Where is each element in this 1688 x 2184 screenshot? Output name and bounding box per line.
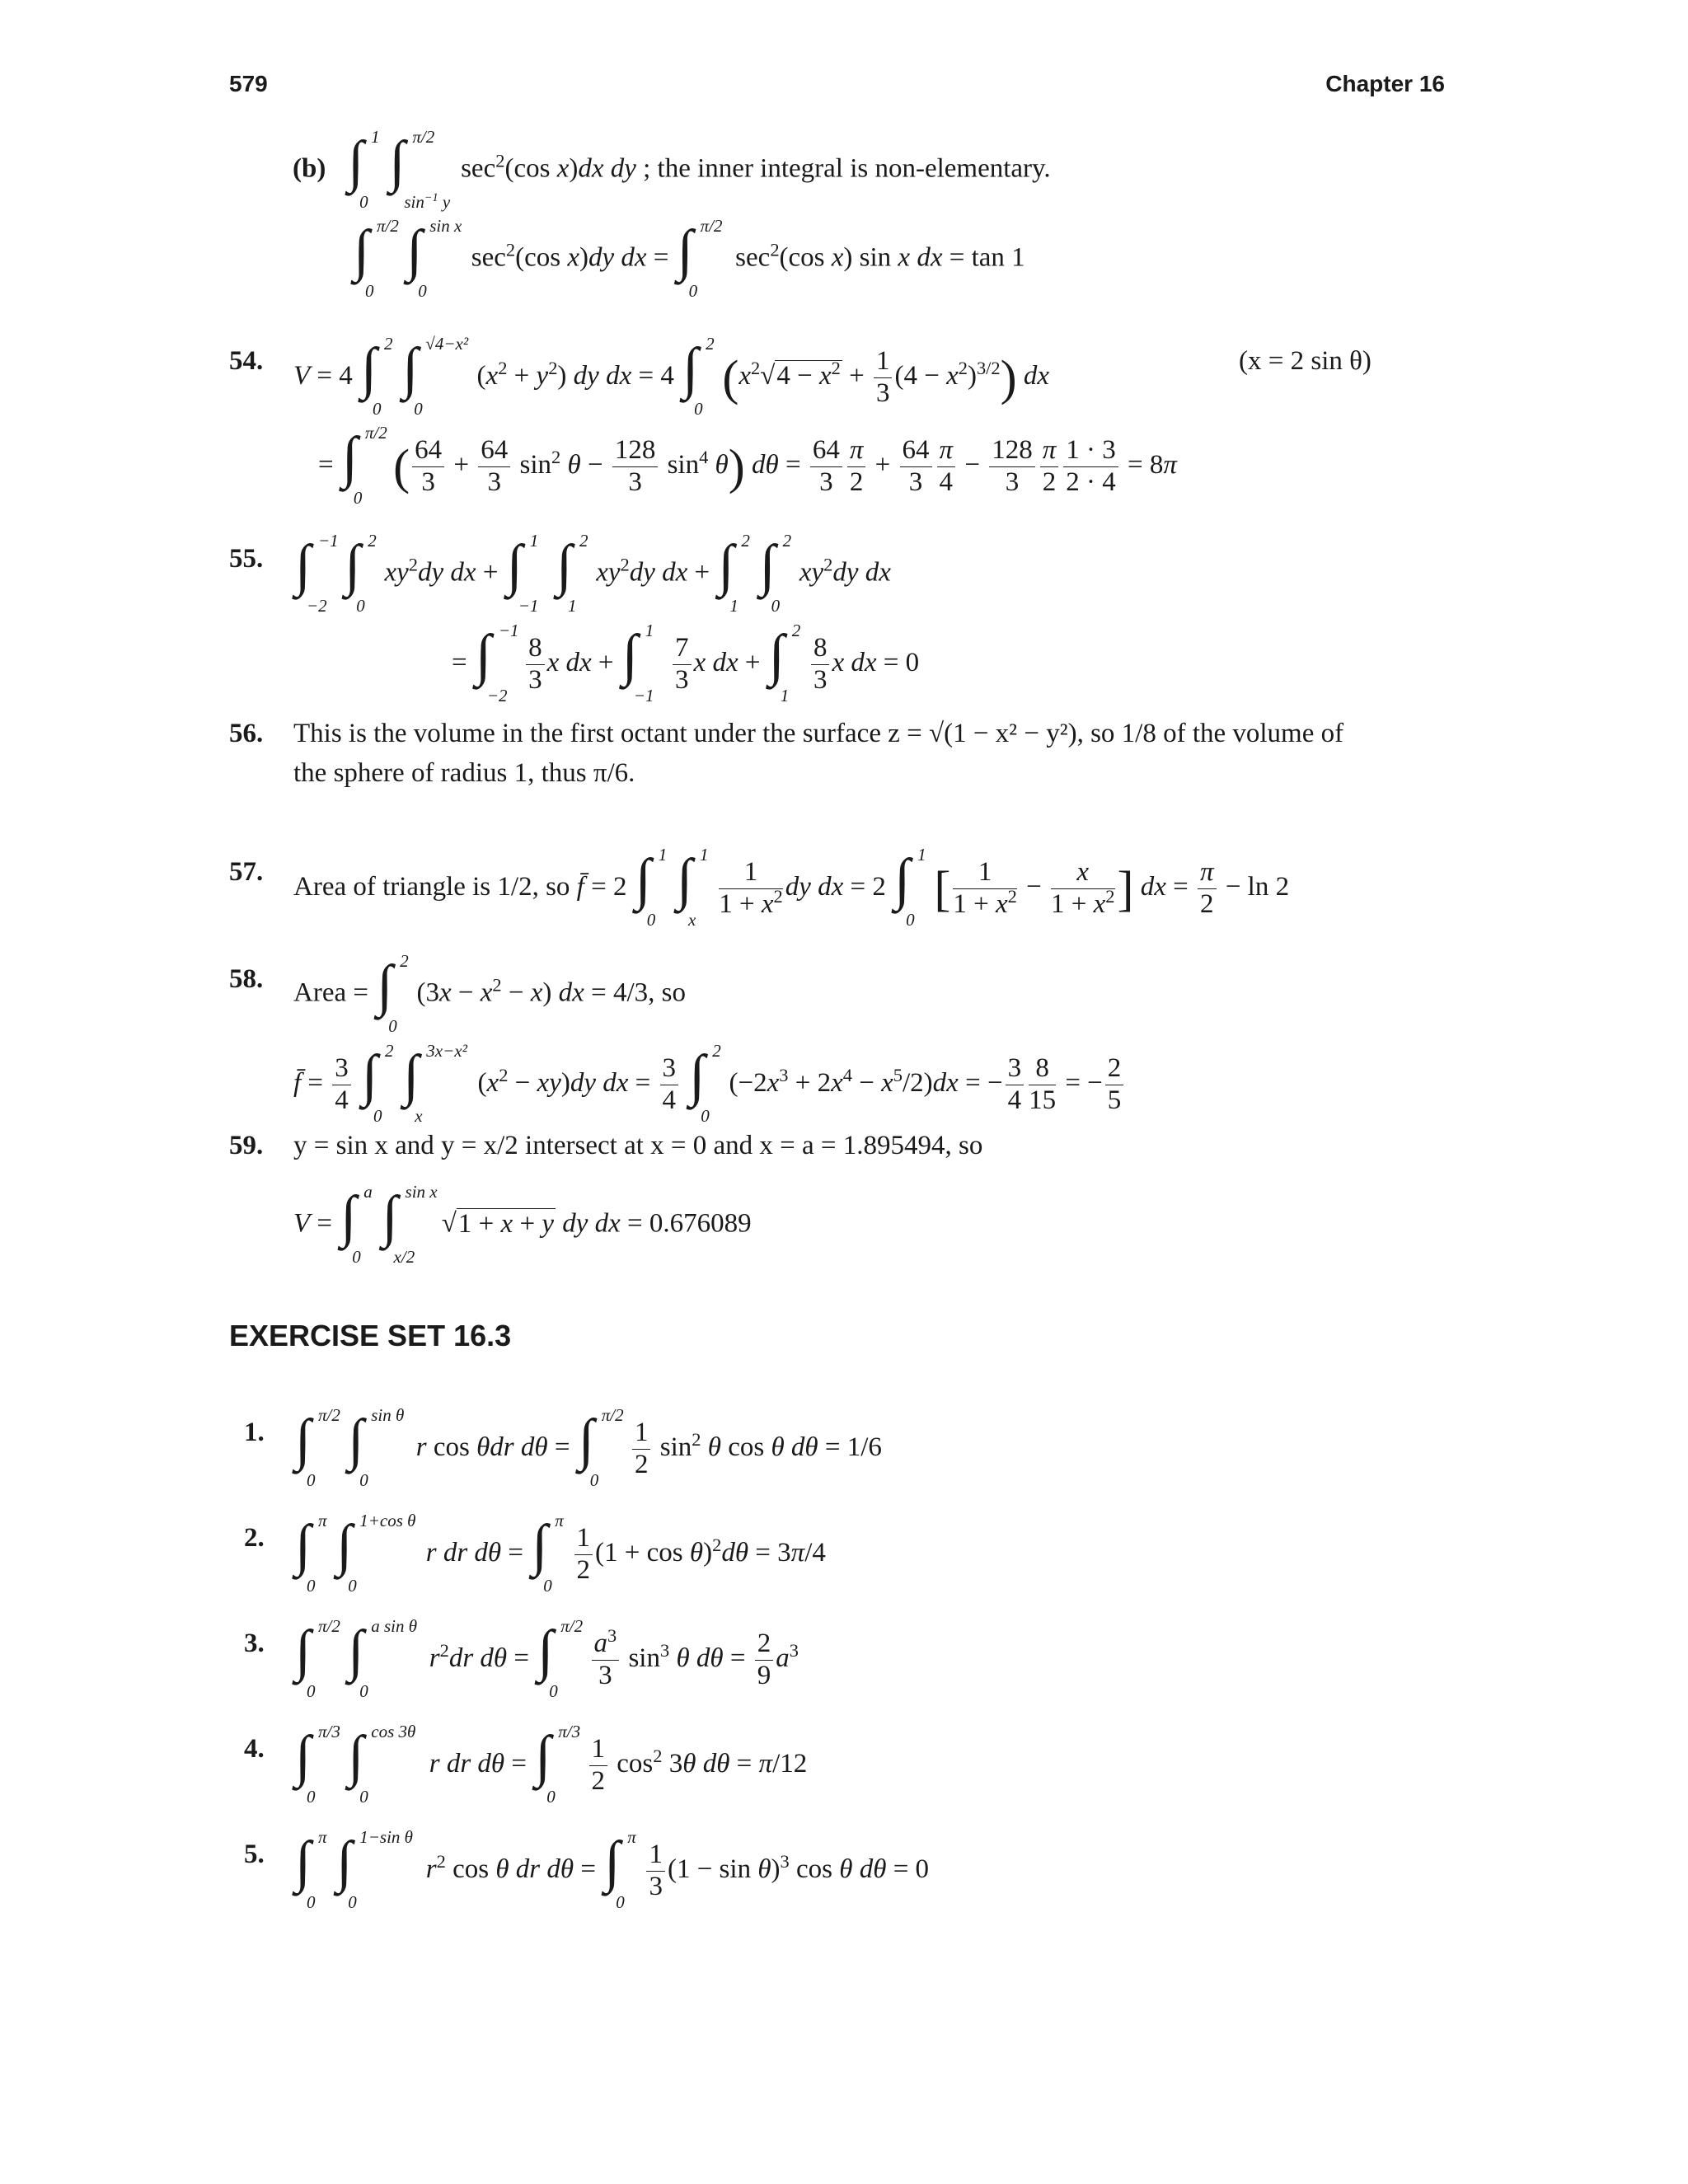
section-title: EXERCISE SET 16.3: [229, 1319, 512, 1352]
equation-line: V = 4 ∫ 2 0 ∫ √4−x² 0 $(x^2 + y^2)$ dy dx = 4 ∫ 2 0 ($x^2√4 - x^2$ + $\frac{1}{3}$ $(4 - x^2)^{3/2}$) dx: [293, 334, 1049, 419]
equation-line: ∫ π/2 0 ∫ sin θ 0 r cos θdr dθ = ∫ π/2 0 $\frac{1}{2}$ $\sin^2 \theta$ cos θ dθ = 1/6: [295, 1405, 882, 1491]
exercise-number: 4.: [244, 1734, 265, 1764]
equation-line: ∫ π/3 0 ∫ cos 3θ 0 r dr dθ = ∫ π/3 0 $\frac{1}{2}$ $\cos^2 3\theta$ dθ = π/12: [295, 1722, 808, 1807]
equation-line: ∫ π 0 ∫ 1+cos θ 0 r dr dθ = ∫ π 0 $\frac{1}{2}$ $(1 + \cos \theta)^2d\theta = 3\pi/4$: [295, 1511, 826, 1596]
equation-line: f̄ = $\frac{3}{4}$ ∫ 2 0 ∫ 3x−x² x $(x^2 - xy)dy$ dx = $\frac{3}{4}$ ∫ 2 0 $(-2x^3 + 2x^4 - x^5/2)dx$ = − $\frac{3}{4}$ $\frac{8}{15}$ = − $\frac{2}{5}$: [293, 1053, 1126, 1117]
problem-number: 55.: [229, 544, 264, 574]
problem-text: Area =: [293, 977, 368, 1008]
exercise-number: 5.: [244, 1840, 265, 1869]
equation-line: ∫ π 0 ∫ 1−sin θ 0 $r^2$ cos θ dr dθ = ∫ π 0 $\frac{1}{3}$ $(1 - \sin \theta)^3$ cos θ dθ = 0: [295, 1827, 930, 1913]
equation-line: ∫ π/2 0 ∫ sin x 0 $\sec^2(\cos$ x)dy dx = ∫ π/2 0 $\sec^2(\cos$ x) sin x dx = tan 1: [354, 216, 1025, 301]
equation-line: Area of triangle is 1/2, so f̄ = 2 ∫ 1 0 ∫ 1 x $\frac{1}{1 + x^2}$ dy dx = 2 ∫ 1 0 [ $\frac{1}{1 + x^2}$ − $\frac{x}{1 + x^2}$ ] dx = $\frac{\pi}{2}$ − ln 2: [293, 845, 1290, 930]
page-number: 579: [229, 71, 268, 96]
equation-line: = ∫ −1 −2 $\frac{8}{3}$ x dx + ∫ 1 −1 $\frac{7}{3}$ x dx + ∫ 2 1 $\frac{8}{3}$ x dx = 0: [452, 621, 920, 706]
text-line: the sphere of radius 1, thus π/6.: [293, 758, 635, 788]
problem-number: 57.: [229, 857, 264, 887]
problem-number: 56.: [229, 719, 264, 748]
equation-line: Area = ∫ 2 0 $(3x - x^2 - x)$ dx = 4/3, so: [293, 951, 686, 1036]
problem-number: 58.: [229, 964, 264, 994]
exercise-number: 1.: [244, 1418, 265, 1447]
equation-line: = ∫ π/2 0 ( $\frac{64}{3}$ + $\frac{64}{3}$ $\sin^2 \theta$ − $\frac{128}{3}$ $\sin^4 \theta$) dθ = $\frac{64}{3}$ $\frac{\pi}{2}$ + $\frac{64}{3}$ $\frac{\pi}{4}$ − $\frac{128}{3}$ $\frac{\pi}{2}$ $\frac{1 \cdot 3}{2 \cdot 4}$ = 8π: [318, 423, 1177, 509]
problem-number: 59.: [229, 1131, 264, 1160]
substitution-note: (x = 2 sin θ): [1239, 346, 1372, 376]
equation-line: ∫ −1 −2 ∫ 2 0 $xy^2dy$ dx + ∫ 1 −1 ∫ 2 1 $xy^2dy$ dx + ∫ 2 1 ∫ 2 0 $xy^2dy$ dx: [295, 531, 891, 616]
problem-text: Area of triangle is 1/2, so: [293, 872, 570, 902]
exercise-number: 3.: [244, 1629, 265, 1658]
equation-line: (b) ∫ 1 0 ∫ π/2 $\sin^{-1} y$ $\sec^2(\cos$ x)dx dy ; the inner integral is non-elementary.: [293, 127, 1051, 212]
problem-label: (b): [293, 153, 326, 184]
problem-number: 54.: [229, 346, 264, 376]
equation-line: ∫ π/2 0 ∫ a sin θ 0 $r^2dr$ dθ = ∫ π/2 0 $\frac{a^3}{3}$ $\sin^3 \theta$ dθ = $\frac{2}{9}$ $a^3$: [295, 1616, 799, 1702]
text-line: y = sin x and y = x/2 intersect at x = 0 and x = a = 1.895494, so: [293, 1131, 983, 1160]
exercise-number: 2.: [244, 1523, 265, 1553]
chapter-title: Chapter 16: [1325, 71, 1445, 96]
equation-line: V = ∫ a 0 ∫ sin x x/2 √1 + x + y dy dx = 0.676089: [293, 1182, 752, 1267]
text-line: This is the volume in the first octant under the surface z = √(1 − x² − y²), so 1/8 of the volume of: [293, 719, 1344, 748]
